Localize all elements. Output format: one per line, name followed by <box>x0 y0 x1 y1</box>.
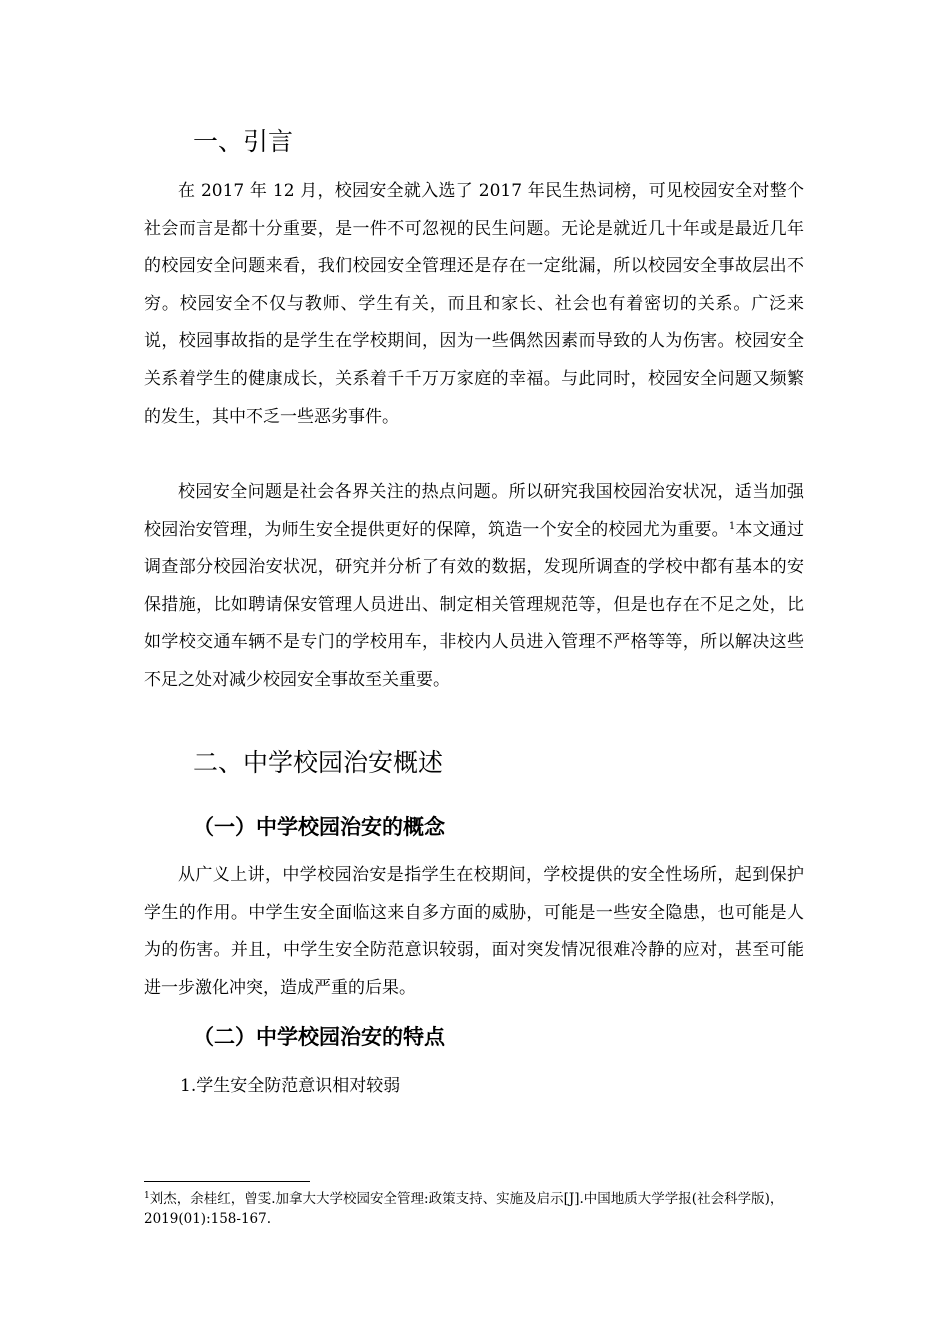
footnote-reference-mark[interactable]: 1 <box>728 520 736 532</box>
concept-paragraph: 从广义上讲，中学校园治安是指学生在校期间，学校提供的安全性场所，起到保护学生的作用。中学生安全面临这来自多方面的威胁，可能是一些安全隐患，也可能是人为的伤害。并且，中学生安全防范意识较弱，面对突发情况很难冷静的应对，甚至可能进一步激化冲突，造成严重的后果。 <box>144 865 804 998</box>
footnote <box>144 1189 808 1229</box>
footnote-text: 刘杰，余桂红，曾雯.加拿大大学校园安全管理:政策支持、实施及启示[J].中国地质大学学报(社会科学版)，2019(01):158-167. <box>144 1191 784 1227</box>
footnote-mark: 1 <box>144 1191 150 1201</box>
feature-list-item-1: 1.学生安全防范意识相对较弱 <box>180 1076 401 1096</box>
subsection-heading-features: （二）中学校园治安的特点 <box>193 1024 445 1049</box>
section-heading-introduction: 一、引言 <box>193 127 294 156</box>
intro-paragraph-1: 在 2017 年 12 月，校园安全就入选了 2017 年民生热词榜，可见校园安全对整个社会而言是都十分重要，是一件不可忽视的民生问题。无论是就近几十年或是最近几年的校园安全问题来看，我们校园安全管理还是存在一定纰漏，所以校园安全事故层出不穷。校园安全不仅与教师、学生有关，而且和家长、社会也有着密切的关系。广泛来说，校园事故指的是学生在学校期间，因为一些偶然因素而导致的人为伤害。校园安全关系着学生的健康成长，关系着千千万万家庭的幸福。与此同时，校园安全问题又频繁的发生，其中不乏一些恶劣事件。 <box>144 181 804 427</box>
section-heading-overview: 二、中学校园治安概述 <box>193 748 444 777</box>
footnote-separator <box>144 1181 310 1182</box>
intro-paragraph-2 <box>144 474 804 700</box>
intro-paragraph-2-text-a: 校园安全问题是社会各界关注的热点问题。所以研究我国校园治安状况，适当加强校园治安管理，为师生安全提供更好的保障，筑造一个安全的校园尤为重要。 <box>144 482 804 540</box>
intro-paragraph-2-text-b: 本文通过调查部分校园治安状况，研究并分析了有效的数据，发现所调查的学校中都有基本的安保措施，比如聘请保安管理人员进出、制定相关管理规范等，但是也存在不足之处，比如学校交通车辆不是专门的学校用车，非校内人员进入管理不严格等等，所以解决这些不足之处对减少校园安全事故至关重要。 <box>144 519 805 690</box>
subsection-heading-concept: （一）中学校园治安的概念 <box>193 814 445 839</box>
